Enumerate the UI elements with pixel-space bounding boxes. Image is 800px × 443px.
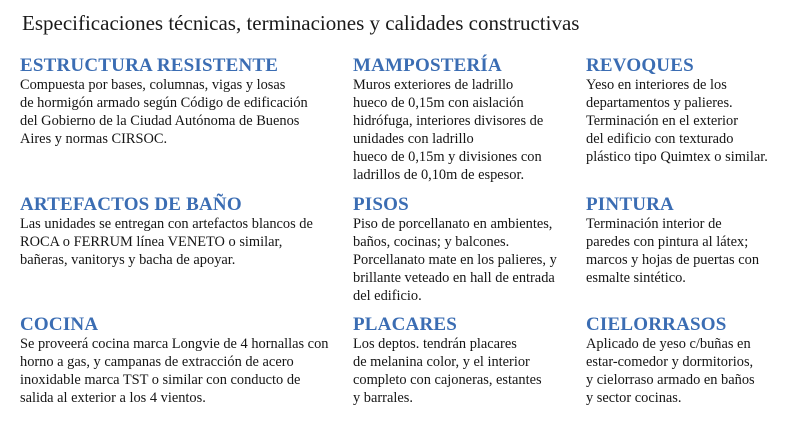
section-heading: CIELORRASOS xyxy=(586,314,727,335)
section-text-line: Aplicado de yeso c/buñas en xyxy=(586,336,751,352)
page-title: Especificaciones técnicas, terminaciones y calidades constructivas xyxy=(22,11,580,35)
section-heading: PISOS xyxy=(353,194,409,215)
section-mamposteria xyxy=(353,56,543,184)
section-text-line: Muros exteriores de ladrillo xyxy=(353,77,514,93)
section-pisos xyxy=(353,195,557,305)
section-text-line: hueco de 0,15m y divisiones con xyxy=(353,149,542,165)
section-text-line: hidrófuga, interiores divisores de xyxy=(353,113,544,129)
section-heading: COCINA xyxy=(20,314,99,335)
section-text-line: del edificio. xyxy=(353,288,422,304)
section-text-line: estar-comedor y dormitorios, xyxy=(586,354,754,370)
section-text-line: marcos y hojas de puertas con xyxy=(586,252,760,268)
section-heading: ESTRUCTURA RESISTENTE xyxy=(20,55,279,76)
section-text-line: brillante veteado en hall de entrada xyxy=(353,270,555,286)
section-text-line: Porcellanato mate en los palieres, y xyxy=(353,252,557,268)
section-cielorrasos xyxy=(586,315,755,407)
section-cocina xyxy=(20,315,328,407)
section-text-line: y cielorraso armado en baños xyxy=(586,372,755,388)
section-text-line: baños, cocinas; y balcones. xyxy=(353,234,510,250)
section-text-line: y barrales. xyxy=(353,390,413,406)
section-text-line: Se proveerá cocina marca Longvie de 4 hornallas con xyxy=(20,336,329,352)
section-text-line: plástico tipo Quimtex o similar. xyxy=(586,149,768,165)
section-text-line: hueco de 0,15m con aislación xyxy=(353,95,524,111)
section-text-line: del Gobierno de la Ciudad Autónoma de Buenos xyxy=(20,113,300,129)
section-text-line: Los deptos. tendrán placares xyxy=(353,336,517,352)
section-text-line: Yeso en interiores de los xyxy=(586,77,727,93)
section-text-line: Terminación en el exterior xyxy=(586,113,739,129)
section-text-line: Terminación interior de xyxy=(586,216,722,232)
section-text-line: ROCA o FERRUM línea VENETO o similar, xyxy=(20,234,283,250)
section-pintura xyxy=(586,195,759,287)
section-text-line: departamentos y palieres. xyxy=(586,95,733,111)
section-text-line: completo con cajoneras, estantes xyxy=(353,372,542,388)
section-heading: PLACARES xyxy=(353,314,458,335)
section-text-line: horno a gas, y campanas de extracción de acero xyxy=(20,354,294,370)
section-text-line: bañeras, vanitorys y bacha de apoyar. xyxy=(20,252,236,268)
section-estructura-resistente xyxy=(20,56,308,148)
section-text-line: inoxidable marca TST o similar con conducto de xyxy=(20,372,301,388)
section-revoques xyxy=(586,56,768,166)
section-text-line: salida al exterior a los 4 vientos. xyxy=(20,390,206,406)
section-text-line: Compuesta por bases, columnas, vigas y losas xyxy=(20,77,286,93)
section-text-line: paredes con pintura al látex; xyxy=(586,234,749,250)
section-text-line: del edificio con texturado xyxy=(586,131,734,147)
section-text-line: Aires y normas CIRSOC. xyxy=(20,131,168,147)
section-text-line: Las unidades se entregan con artefactos blancos de xyxy=(20,216,313,232)
section-text-line: de hormigón armado según Código de edificación xyxy=(20,95,308,111)
section-heading: PINTURA xyxy=(586,194,674,215)
section-heading: ARTEFACTOS DE BAÑO xyxy=(20,194,242,215)
section-heading: MAMPOSTERÍA xyxy=(353,55,502,76)
section-text-line: y sector cocinas. xyxy=(586,390,682,406)
section-text-line: Piso de porcellanato en ambientes, xyxy=(353,216,553,232)
section-text-line: esmalte sintético. xyxy=(586,270,686,286)
section-text-line: unidades con ladrillo xyxy=(353,131,474,147)
section-text-line: ladrillos de 0,10m de espesor. xyxy=(353,167,525,183)
section-text-line: de melanina color, y el interior xyxy=(353,354,530,370)
section-artefactos-de-bano xyxy=(20,195,313,269)
section-heading: REVOQUES xyxy=(586,55,694,76)
section-placares xyxy=(353,315,542,407)
